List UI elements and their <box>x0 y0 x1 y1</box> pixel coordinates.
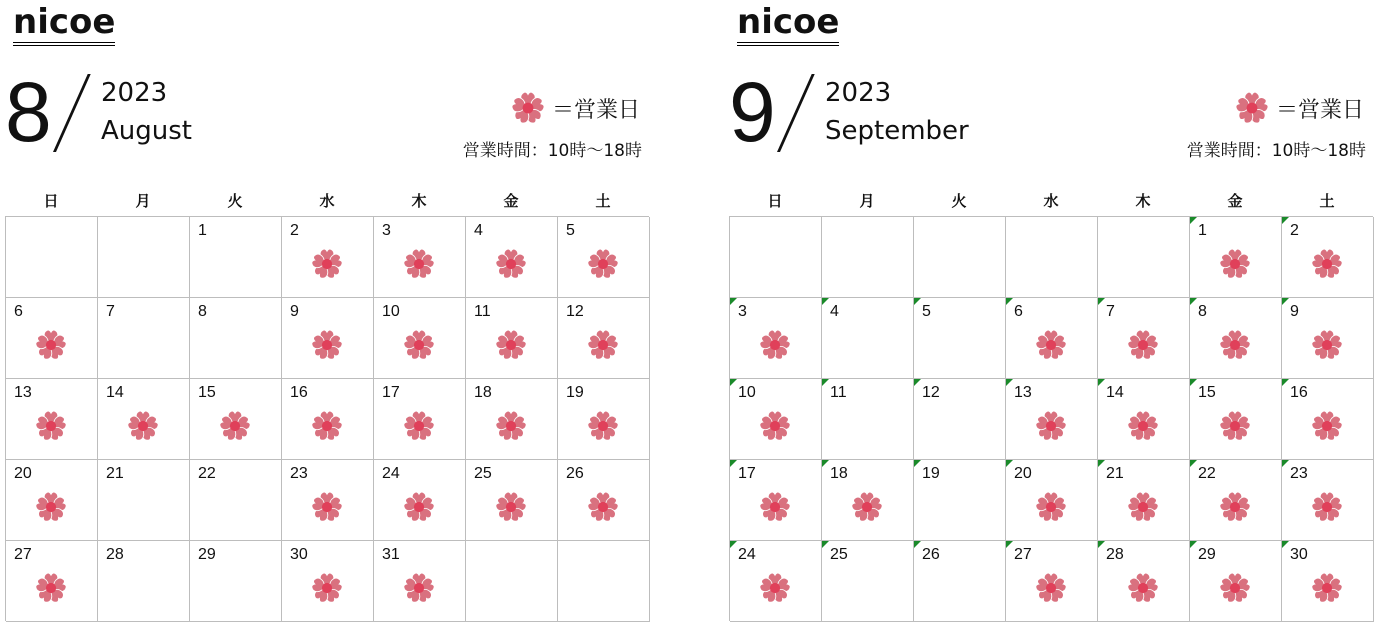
day-number: 25 <box>474 465 492 482</box>
cell-comment-marker <box>1190 460 1197 467</box>
empty-day-cell <box>98 217 190 298</box>
day-number: 12 <box>922 384 940 401</box>
day-number: 4 <box>830 303 839 320</box>
weekday-label: 火 <box>951 192 967 210</box>
plum-blossom-icon <box>586 328 620 362</box>
empty-day-cell <box>730 217 822 298</box>
weekday-label: 月 <box>135 192 151 210</box>
day-number: 18 <box>474 384 492 401</box>
plum-blossom-icon <box>1218 490 1252 524</box>
plum-blossom-icon <box>586 490 620 524</box>
day-number: 3 <box>738 303 747 320</box>
day-number: 2 <box>290 222 299 239</box>
day-number: 5 <box>922 303 931 320</box>
month-name: August <box>101 116 192 146</box>
day-number: 20 <box>14 465 32 482</box>
day-cell[interactable] <box>730 460 822 541</box>
cell-comment-marker <box>914 460 921 467</box>
brand-logo: nicoe <box>737 2 839 46</box>
plum-blossom-icon <box>1310 247 1344 281</box>
calendar-grid <box>729 216 1373 621</box>
year-label: 2023 <box>825 78 892 108</box>
plum-blossom-icon <box>310 247 344 281</box>
day-number: 6 <box>14 303 23 320</box>
day-cell[interactable] <box>1190 379 1282 460</box>
weekday-label: 土 <box>1319 192 1335 210</box>
day-number: 3 <box>382 222 391 239</box>
day-cell[interactable] <box>1006 379 1098 460</box>
day-cell[interactable] <box>822 541 914 622</box>
cell-comment-marker <box>730 379 737 386</box>
day-number: 10 <box>738 384 756 401</box>
weekday-label: 金 <box>503 192 519 210</box>
cell-comment-marker <box>822 541 829 548</box>
weekday-label: 日 <box>767 192 783 210</box>
business-hours: 営業時間：10時〜18時 <box>1186 141 1366 161</box>
plum-blossom-icon <box>758 409 792 443</box>
day-cell[interactable] <box>914 298 1006 379</box>
day-cell[interactable] <box>1190 541 1282 622</box>
day-cell[interactable] <box>282 379 374 460</box>
day-number: 16 <box>290 384 308 401</box>
day-cell[interactable] <box>1282 217 1374 298</box>
day-number: 30 <box>290 546 308 563</box>
day-number: 25 <box>830 546 848 563</box>
day-cell[interactable] <box>1190 217 1282 298</box>
day-cell[interactable] <box>466 379 558 460</box>
day-cell[interactable] <box>98 379 190 460</box>
day-number: 14 <box>106 384 124 401</box>
day-number: 7 <box>106 303 115 320</box>
plum-blossom-icon <box>1310 571 1344 605</box>
cell-comment-marker <box>914 379 921 386</box>
day-cell[interactable] <box>1098 460 1190 541</box>
day-number: 15 <box>198 384 216 401</box>
day-number: 16 <box>1290 384 1308 401</box>
day-cell[interactable] <box>558 217 650 298</box>
day-number: 11 <box>830 384 847 401</box>
day-cell[interactable] <box>282 460 374 541</box>
cell-comment-marker <box>1006 460 1013 467</box>
day-number: 14 <box>1106 384 1124 401</box>
plum-blossom-icon <box>1234 90 1270 126</box>
plum-blossom-icon <box>1034 490 1068 524</box>
day-cell[interactable] <box>1282 541 1374 622</box>
empty-day-cell <box>914 217 1006 298</box>
day-cell[interactable] <box>1282 298 1374 379</box>
legend-text: ＝営業日 <box>551 97 640 123</box>
day-cell[interactable] <box>98 460 190 541</box>
day-number: 26 <box>566 465 584 482</box>
plum-blossom-icon <box>758 571 792 605</box>
cell-comment-marker <box>1098 541 1105 548</box>
day-cell[interactable] <box>466 217 558 298</box>
empty-day-cell <box>466 541 558 622</box>
day-cell[interactable] <box>6 460 98 541</box>
plum-blossom-icon <box>850 490 884 524</box>
day-number: 29 <box>198 546 216 563</box>
day-cell[interactable] <box>1282 460 1374 541</box>
plum-blossom-icon <box>1218 328 1252 362</box>
cell-comment-marker <box>1006 541 1013 548</box>
day-cell[interactable] <box>282 217 374 298</box>
day-cell[interactable] <box>282 298 374 379</box>
day-cell[interactable] <box>190 541 282 622</box>
day-cell[interactable] <box>282 541 374 622</box>
day-cell[interactable] <box>822 379 914 460</box>
day-number: 29 <box>1198 546 1216 563</box>
plum-blossom-icon <box>1310 328 1344 362</box>
day-cell[interactable] <box>558 460 650 541</box>
weekday-label: 土 <box>595 192 611 210</box>
plum-blossom-icon <box>758 328 792 362</box>
weekday-header <box>729 190 1373 214</box>
day-cell[interactable] <box>6 379 98 460</box>
cell-comment-marker <box>1098 379 1105 386</box>
cell-comment-marker <box>1098 298 1105 305</box>
weekday-label: 水 <box>1043 192 1059 210</box>
day-cell[interactable] <box>822 460 914 541</box>
day-cell[interactable] <box>374 379 466 460</box>
day-number: 17 <box>382 384 400 401</box>
legend <box>1234 90 1364 126</box>
day-cell[interactable] <box>1282 379 1374 460</box>
day-number: 2 <box>1290 222 1299 239</box>
calendar-september <box>729 0 1374 627</box>
plum-blossom-icon <box>1034 409 1068 443</box>
plum-blossom-icon <box>1126 571 1160 605</box>
day-number: 21 <box>1106 465 1124 482</box>
day-cell[interactable] <box>1006 298 1098 379</box>
day-cell[interactable] <box>1006 460 1098 541</box>
day-number: 12 <box>566 303 584 320</box>
cell-comment-marker <box>822 298 829 305</box>
weekday-label: 火 <box>227 192 243 210</box>
plum-blossom-icon <box>218 409 252 443</box>
day-cell[interactable] <box>98 541 190 622</box>
month-slash <box>777 74 815 152</box>
day-cell[interactable] <box>466 298 558 379</box>
day-cell[interactable] <box>914 379 1006 460</box>
brand-logo: nicoe <box>13 2 115 46</box>
weekday-label: 水 <box>319 192 335 210</box>
plum-blossom-icon <box>1310 490 1344 524</box>
plum-blossom-icon <box>34 490 68 524</box>
day-cell[interactable] <box>374 541 466 622</box>
weekday-label: 日 <box>43 192 59 210</box>
cell-comment-marker <box>1006 298 1013 305</box>
cell-comment-marker <box>1098 460 1105 467</box>
day-cell[interactable] <box>374 298 466 379</box>
plum-blossom-icon <box>586 247 620 281</box>
day-cell[interactable] <box>190 217 282 298</box>
day-number: 4 <box>474 222 483 239</box>
day-cell[interactable] <box>558 298 650 379</box>
day-cell[interactable] <box>190 460 282 541</box>
month-number: 8 <box>5 65 52 159</box>
month-slash <box>53 74 91 152</box>
day-number: 8 <box>1198 303 1207 320</box>
plum-blossom-icon <box>402 409 436 443</box>
legend <box>510 90 640 126</box>
day-number: 9 <box>1290 303 1299 320</box>
day-cell[interactable] <box>730 379 822 460</box>
weekday-label: 金 <box>1227 192 1243 210</box>
plum-blossom-icon <box>402 247 436 281</box>
day-cell[interactable] <box>730 298 822 379</box>
plum-blossom-icon <box>1218 409 1252 443</box>
weekday-label: 木 <box>1135 192 1151 210</box>
cell-comment-marker <box>822 379 829 386</box>
month-number: 9 <box>729 65 776 159</box>
day-number: 10 <box>382 303 400 320</box>
day-number: 1 <box>1198 222 1207 239</box>
plum-blossom-icon <box>510 90 546 126</box>
calendar-grid <box>5 216 649 621</box>
day-number: 31 <box>382 546 400 563</box>
cell-comment-marker <box>914 541 921 548</box>
cell-comment-marker <box>1282 460 1289 467</box>
cell-comment-marker <box>1282 298 1289 305</box>
day-cell[interactable] <box>6 541 98 622</box>
plum-blossom-icon <box>1310 409 1344 443</box>
empty-day-cell <box>558 541 650 622</box>
day-number: 27 <box>14 546 32 563</box>
plum-blossom-icon <box>310 328 344 362</box>
day-number: 24 <box>382 465 400 482</box>
day-cell[interactable] <box>914 541 1006 622</box>
plum-blossom-icon <box>310 490 344 524</box>
day-number: 8 <box>198 303 207 320</box>
cell-comment-marker <box>822 460 829 467</box>
cell-comment-marker <box>914 298 921 305</box>
plum-blossom-icon <box>1218 571 1252 605</box>
cell-comment-marker <box>1190 541 1197 548</box>
plum-blossom-icon <box>1126 490 1160 524</box>
cell-comment-marker <box>1282 379 1289 386</box>
plum-blossom-icon <box>1218 247 1252 281</box>
day-number: 5 <box>566 222 575 239</box>
day-cell[interactable] <box>1098 541 1190 622</box>
day-number: 20 <box>1014 465 1032 482</box>
day-number: 23 <box>1290 465 1308 482</box>
weekday-label: 木 <box>411 192 427 210</box>
plum-blossom-icon <box>586 409 620 443</box>
plum-blossom-icon <box>1126 409 1160 443</box>
day-cell[interactable] <box>98 298 190 379</box>
day-cell[interactable] <box>1190 460 1282 541</box>
day-number: 28 <box>106 546 124 563</box>
plum-blossom-icon <box>402 328 436 362</box>
month-name: September <box>825 116 969 146</box>
day-number: 22 <box>198 465 216 482</box>
calendar-august <box>5 0 650 627</box>
day-cell[interactable] <box>190 298 282 379</box>
plum-blossom-icon <box>34 409 68 443</box>
day-number: 30 <box>1290 546 1308 563</box>
day-number: 13 <box>14 384 32 401</box>
day-cell[interactable] <box>1098 298 1190 379</box>
day-number: 23 <box>290 465 308 482</box>
day-number: 26 <box>922 546 940 563</box>
plum-blossom-icon <box>34 571 68 605</box>
plum-blossom-icon <box>494 490 528 524</box>
cell-comment-marker <box>730 460 737 467</box>
year-label: 2023 <box>101 78 168 108</box>
day-number: 7 <box>1106 303 1115 320</box>
plum-blossom-icon <box>758 490 792 524</box>
plum-blossom-icon <box>402 490 436 524</box>
day-number: 9 <box>290 303 299 320</box>
day-cell[interactable] <box>1190 298 1282 379</box>
day-cell[interactable] <box>190 379 282 460</box>
day-number: 27 <box>1014 546 1032 563</box>
day-number: 15 <box>1198 384 1216 401</box>
empty-day-cell <box>1006 217 1098 298</box>
plum-blossom-icon <box>494 247 528 281</box>
cell-comment-marker <box>730 541 737 548</box>
cell-comment-marker <box>1190 217 1197 224</box>
day-number: 21 <box>106 465 124 482</box>
day-cell[interactable] <box>374 460 466 541</box>
weekday-label: 月 <box>859 192 875 210</box>
weekday-header <box>5 190 649 214</box>
day-number: 19 <box>922 465 940 482</box>
empty-day-cell <box>822 217 914 298</box>
cell-comment-marker <box>730 298 737 305</box>
plum-blossom-icon <box>1034 571 1068 605</box>
day-number: 13 <box>1014 384 1032 401</box>
plum-blossom-icon <box>494 328 528 362</box>
empty-day-cell <box>6 217 98 298</box>
plum-blossom-icon <box>1034 328 1068 362</box>
day-cell[interactable] <box>558 379 650 460</box>
cell-comment-marker <box>1006 379 1013 386</box>
day-number: 28 <box>1106 546 1124 563</box>
day-number: 24 <box>738 546 756 563</box>
day-cell[interactable] <box>466 460 558 541</box>
cell-comment-marker <box>1190 379 1197 386</box>
day-number: 6 <box>1014 303 1023 320</box>
day-cell[interactable] <box>6 298 98 379</box>
day-cell[interactable] <box>730 541 822 622</box>
day-number: 17 <box>738 465 756 482</box>
day-cell[interactable] <box>914 460 1006 541</box>
plum-blossom-icon <box>494 409 528 443</box>
day-cell[interactable] <box>1006 541 1098 622</box>
plum-blossom-icon <box>310 571 344 605</box>
plum-blossom-icon <box>126 409 160 443</box>
cell-comment-marker <box>1282 541 1289 548</box>
cell-comment-marker <box>1282 217 1289 224</box>
plum-blossom-icon <box>34 328 68 362</box>
day-number: 11 <box>474 303 491 320</box>
plum-blossom-icon <box>402 571 436 605</box>
empty-day-cell <box>1098 217 1190 298</box>
day-number: 1 <box>198 222 207 239</box>
day-number: 22 <box>1198 465 1216 482</box>
cell-comment-marker <box>1190 298 1197 305</box>
business-hours: 営業時間：10時〜18時 <box>462 141 642 161</box>
day-number: 19 <box>566 384 584 401</box>
day-number: 18 <box>830 465 848 482</box>
day-cell[interactable] <box>822 298 914 379</box>
day-cell[interactable] <box>374 217 466 298</box>
plum-blossom-icon <box>310 409 344 443</box>
legend-text: ＝営業日 <box>1275 97 1364 123</box>
day-cell[interactable] <box>1098 379 1190 460</box>
plum-blossom-icon <box>1126 328 1160 362</box>
